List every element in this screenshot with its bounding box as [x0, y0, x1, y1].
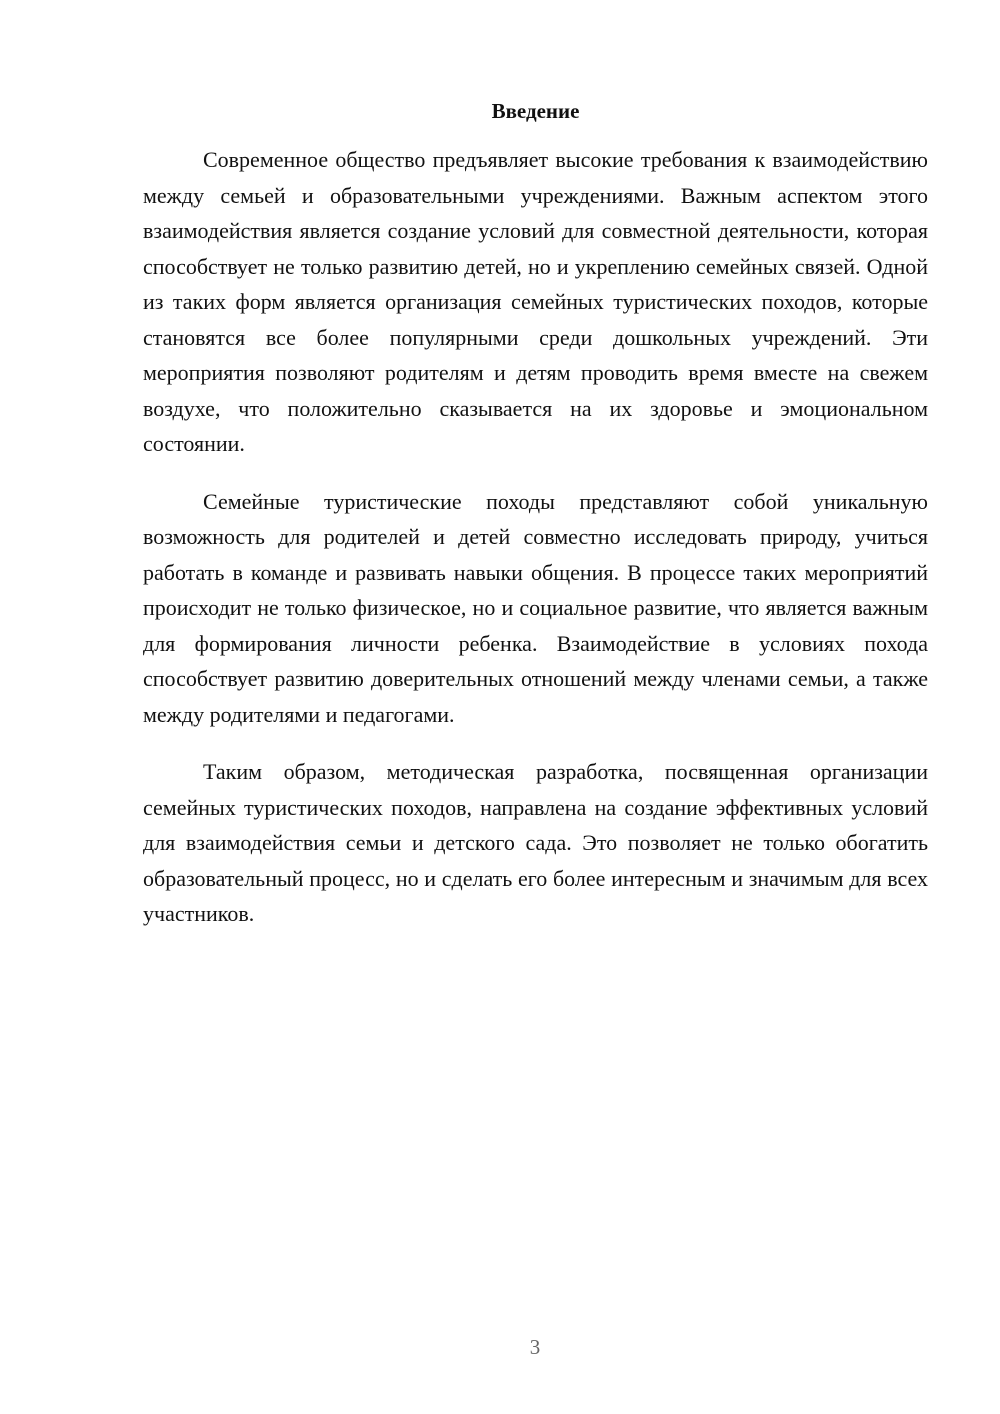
paragraph-1: Современное общество предъявляет высокие требования к взаимодействию между семьей и образовательными учреждениями. Важным аспектом этого взаимодействия является создание условий для совместной деятельности, которая способствует не только развитию детей, но и укреплению семейных связей. Одной из таких форм является организация семейных туристических походов, которые становятся все более популярными среди дошкольных учреждений. Эти мероприятия позволяют родителям и детям проводить время вместе на свежем воздухе, что положительно сказывается на их здоровье и эмоциональном состоянии.	[143, 147, 928, 456]
page-number: 3	[529, 1335, 541, 1359]
paragraph-3: Таким образом, методическая разработка, посвященная организации семейных туристических походов, направлена на создание эффективных условий для взаимодействия семьи и детского сада. Это позволяет не только обогатить образовательный процесс, но и сделать его более интересным и значимым для всех участников.	[143, 759, 928, 926]
page-title: Введение	[491, 99, 580, 123]
paragraph-2: Семейные туристические походы представляют собой уникальную возможность для родителей и детей совместно исследовать природу, учиться работать в команде и развивать навыки общения. В процессе таких мероприятий происходит не только физическое, но и социальное развитие, что является важным для формирования личности ребенка. Взаимодействие в условиях похода способствует развитию доверительных отношений между членами семьи, а также между родителями и педагогами.	[143, 488, 928, 727]
document-body	[143, 142, 928, 954]
